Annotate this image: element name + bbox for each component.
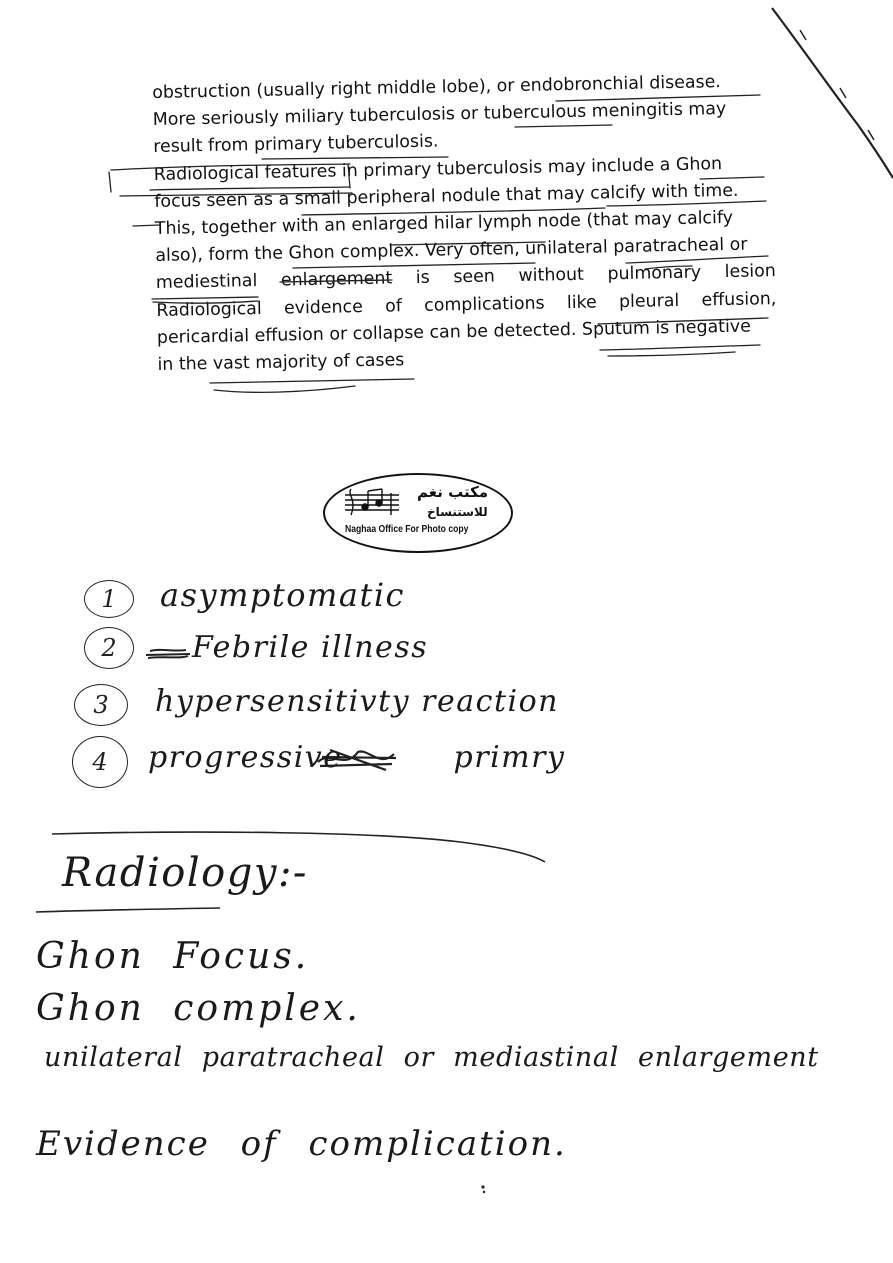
typed-line: obstruction (usually right middle lobe), or endobronchial disease.	[152, 72, 722, 103]
list-item-text: hypersensitivty reaction	[155, 684, 559, 719]
radiology-line: Evidence of complication.	[36, 1124, 567, 1164]
typed-line: Radiological evidence of complications like pleural effusion,	[156, 288, 777, 321]
typed-line: Radiological features in primary tuberculosis may include a Ghon	[153, 153, 723, 185]
stamp-arabic-name: مكتب نغم	[417, 483, 489, 501]
radiology-line: unilateral paratracheal or mediastinal enlargement	[44, 1042, 819, 1073]
list-item-text: Febrile illness	[192, 630, 429, 665]
stamp-english-text: Naghaa Office For Photo copy	[345, 523, 469, 535]
list-number-circle: 2	[84, 627, 134, 669]
list-number-circle: 4	[72, 736, 128, 788]
typed-line: focus seen as a small peripheral nodule that may calcify with time.	[154, 180, 739, 212]
typed-line: This, together with an enlarged hilar lymph node (that may calcify	[154, 207, 734, 239]
typed-line: result from primary tuberculosis.	[153, 131, 439, 158]
typed-line: More seriously miliary tuberculosis or tuberculous meningitis may	[152, 99, 727, 131]
radiology-line: Ghon Focus.	[36, 936, 310, 977]
radiology-line: Ghon complex.	[36, 988, 361, 1029]
typed-line: also), form the Ghon complex. Very often, unilateral paratracheal or	[155, 234, 748, 267]
list-item-text: progressive primry	[148, 740, 566, 775]
typed-line: mediestinal enlargement is seen without pulmonary lesion	[155, 261, 776, 294]
section-heading: Radiology:-	[62, 850, 308, 896]
list-number-circle: 3	[74, 684, 128, 726]
typed-line: pericardial effusion or collapse can be detected. Sputum is negative	[156, 316, 752, 348]
list-number-circle: 1	[84, 580, 134, 618]
typed-line: in the vast majority of cases	[157, 350, 405, 375]
list-item-text: asymptomatic	[160, 576, 405, 614]
stamp-arabic-subtitle: للاستنساخ	[427, 505, 488, 519]
